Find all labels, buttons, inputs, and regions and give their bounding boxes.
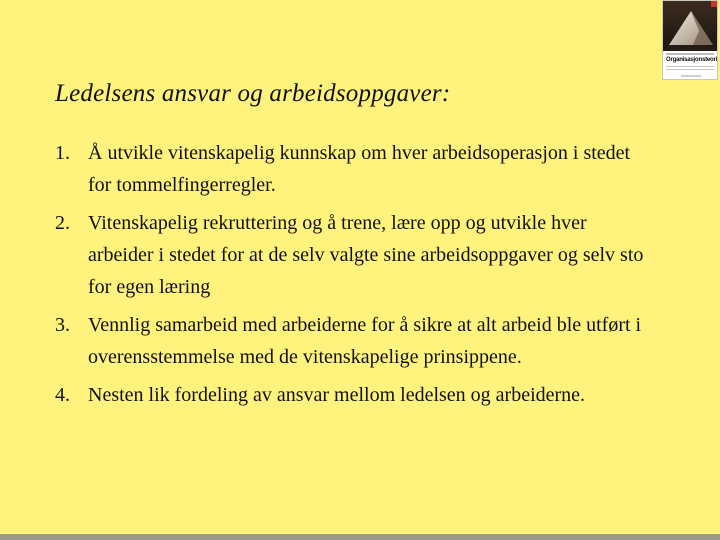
book-subtitle-line	[666, 66, 714, 67]
book-corner-mark	[711, 1, 717, 7]
bottom-bar	[0, 534, 720, 540]
book-cover-thumbnail	[662, 0, 718, 80]
item-number: 4.	[55, 384, 70, 406]
book-author-line	[666, 53, 714, 55]
book-cover-art	[663, 1, 718, 51]
slide-title: Ledelsens ansvar og arbeidsoppgaver:	[55, 80, 451, 107]
book-subtitle-line	[666, 69, 714, 70]
mountain-illustration-icon	[663, 1, 718, 51]
list-item	[55, 207, 655, 303]
book-title: Organisasjonsteori	[666, 57, 718, 63]
list-item	[55, 137, 655, 201]
item-text: Vennlig samarbeid med arbeiderne for å sikre at alt arbeid ble utført i overensstemmelse med de vitenskapelige prinsippene.	[88, 314, 642, 368]
list-item	[55, 309, 655, 373]
item-number: 2.	[55, 212, 70, 234]
book-publisher-line	[681, 75, 701, 77]
item-text: Vitenskapelig rekruttering og å trene, lære opp og utvikle hver arbeider i stedet for at de selv valgte sine arbeidsoppgaver og selv sto for egen læring	[88, 212, 644, 298]
item-text: Nesten lik fordeling av ansvar mellom ledelsen og arbeiderne.	[88, 384, 586, 406]
responsibility-list	[55, 137, 655, 417]
item-text: Å utvikle vitenskapelig kunnskap om hver arbeidsoperasjon i stedet for tommelfingerregler.	[88, 142, 631, 196]
item-number: 3.	[55, 314, 70, 336]
item-number: 1.	[55, 142, 70, 164]
list-item	[55, 379, 655, 411]
